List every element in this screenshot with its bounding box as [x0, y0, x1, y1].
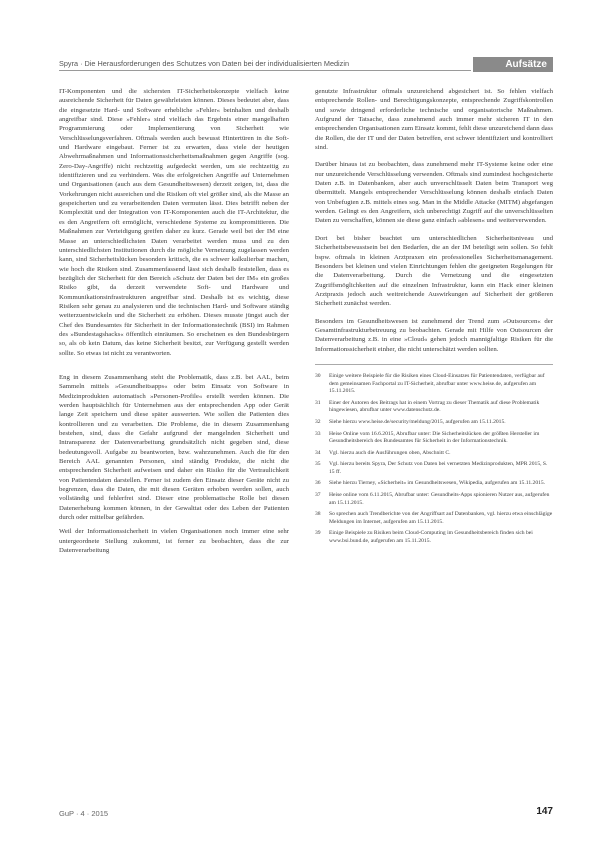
footnote — [315, 373, 553, 396]
footnote-text: Einige weitere Beispiele für die Risiken eines Cloud-Einsatzes für Patientendaten, verfügbar auf dem gemeinsamen Fachportal zu IT-Sicherheit, abrufbar unter www.heise.de, aufgerufen am 15.11.2015. — [329, 372, 545, 395]
footnote-text: Siehe hierzu Tierney, »Sicherheit« im Gesundheitswesen, Wikipedia, aufgerufen am 15.11.2015. — [329, 480, 546, 487]
footnote-number: 31 — [315, 399, 321, 406]
body-paragraph: genutzte Infrastruktur oftmals unzureichend abgesichert ist. So fehlen vielfach entsprechende Rollen- und Berechtigungskonzepte, entsprechende Zugriffskontrollen und sowie dringend erforderliche technische und organisatorische Maßnahmen. Aufgrund der Tatsache, dass zunehmend auch immer mehr sicheren IT in den entsprechenden Organisationen zum Einsatz kommt, fehlt diese unzureichend dann dass die Rollen, die der IT und der Daten betreffen, erst schwer identifiziert und kontrolliert sind. — [315, 88, 553, 152]
body-paragraph: Weil der Informationssicherheit in vielen Organisationen noch immer eine sehr untergeordnete Stellung zukommt, ist ferner zu beobachten, dass die zur Datenverarbeitung — [59, 528, 289, 555]
body-paragraph: Dort bei bisher beachtet um unterschiedlichen Sicherheitsniveau und Sicherheitsbewusstsein bei den Bedarfen, die an der IM beteiligt sein sollen. So fehlt bspw. oftmals in kleinen Arztpraxen ein professionelles Sicherheitsmanagement. Besonders bei kleinen und vielen Einrichtungen fehlen die geeigneten Regelungen für die Datenverarbeitung. Durch die Vernetzung und die eingesetzten Zugriffsmöglichkeiten auf die einzelnen Infrastruktur, kann ein Hack einer kleinen Arztpraxis jedoch auch weitreichende Auswirkungen auf Sicherheit der größeren Sicherheit zunächst werden. — [315, 234, 553, 308]
body-paragraph: Eng in diesem Zusammenhang steht die Problematik, dass z.B. bei AAL, beim Sammeln mittels »Gesundheitsapps« oder beim Einsatz von Software in Medizinprodukten automatisch »Personen-Profile« erstellt werden können. Die werden hauptsächlich für Unternehmen aus der entsprechenden App oder Gerät lange Zeit speichern und diese später auswerten. Wie sollen die Patienten dies kontrollieren und zu verarbeiten. Die Probleme, die in diesem Zusammenhang bestehen, sind, dass die Gefahr aufgrund der mangelnden Sicherheit und Intransparenz der Datenverarbeitung grundsätzlich nicht gegeben sind, diese bedeutungsvoll. Aufgabe zu beantworten, bzw. wahrzunehmen. Auch die für den Bereich AAL genannten Personen, sind ständig Produkte, die nicht die entsprechenden Sicherheit aufweisen und daher ein Risiko für die Vertraulichkeit von Patientendaten darstellen. Ferner ist zudem den Einsatz dieser Geräte nicht zu begrenzen, dass die Daten, die mit diesen Geräten erhoben werden sollen, auch vollständig und fehlerfrei sind. Dieser eine problematische Rolle bei diesen Datenerhebung kommen können, in der Gewalttat oder des Leben der Patienten durch oder mittelbar gefährden. — [59, 373, 289, 522]
footnote — [315, 419, 553, 427]
footnote — [315, 400, 553, 415]
footnote-text: Vgl. hierzu bereits Spyra, Der Schutz von Daten bei vernetzten Medizinprodukten, MPR 2015, S. 15 ff. — [329, 461, 548, 475]
footnote-text: Heise Online vom 16.6.2015, Abrufbar unter: Die Sicherheitslücken der größten Hersteller im Gesundheitsbereich des Bundesamtes für Sicherheit in der Informationstechnik. — [329, 430, 540, 445]
footnote — [315, 492, 553, 507]
footnote-text: Heise online vom 6.11.2015, Abrufbar unter: Gesundheits-Apps spionieren Nutzer aus, aufgerufen am 15.11.2015. — [329, 492, 550, 506]
footnote — [315, 461, 553, 476]
footnote-text: Vgl. hierzu auch die Ausführungen oben, Abschnitt C. — [329, 449, 451, 456]
footnote — [315, 450, 553, 458]
footnote-number: 34 — [315, 449, 321, 456]
footnote-text: Siehe hierzu www.heise.de/security/meldung/2015, aufgerufen am 15.11.2015. — [329, 418, 506, 425]
footnote-number: 37 — [315, 492, 321, 499]
footnote-text: So sprechen auch Trendberichte von der Angriffsart auf Datenbanken, vgl. hierzu etwa einschlägige Meldungen im Internet, aufgerufen am 15.11.2015. — [329, 511, 553, 525]
footnote-number: 30 — [315, 372, 321, 379]
footnote-number: 32 — [315, 418, 321, 425]
footnote — [315, 480, 553, 488]
body-paragraph: Darüber hinaus ist zu beobachten, dass zunehmend mehr IT-Systeme keine oder eine nur unzureichende Verschlüsselung verwenden. Oftmals sind zumindest hochgesicherte Daten z.B. in Datenbanken, aber auch unverschlüsselt Daten beim Transport weg übermittelt. Mangels entsprechender Verschlüsselung können deshalb einfach Daten von Unbefugten z.B. mittels eines sog. Man in the Middle Attacke (MITM) abgefangen werden. Gelingt es den Angreifern, sich unberechtigt Zugriff auf die unverschlüsselten Daten zu verschaffen, können sie diese ganz einfach »ablesen« und weiterverwenden. — [315, 161, 553, 225]
footnote-number: 39 — [315, 530, 321, 537]
left-column — [59, 87, 289, 561]
body-paragraph: Besonders im Gesundheitswesen ist zunehmend der Trend zum »Outsourcen« der Gesamtinfrastrukturbetreuung zu beobachten. Gerade mit Hilfe von Outsourcen der Datenverarbeitung z.B. in eine »Cloud« gehen jedoch mannigfaltige Risiken für die Informationssicherheit einher, die nicht unterschätzt werden sollten. — [315, 317, 553, 353]
right-column — [315, 87, 553, 550]
footnote-text: Einige Beispiele zu Risiken beim Cloud-Computing im Gesundheitsbereich finden sich bei www.bsi.bund.de, aufgerufen am 15.11.2015. — [329, 530, 533, 545]
page-number: 147 — [536, 806, 553, 817]
page-header — [59, 57, 553, 71]
body-paragraph: IT-Komponenten und die sichersten IT-Sicherheitskonzepte vielfach keine ausreichende Sicherheit für Daten gewährleisten können. Dieses bedeutet aber, dass die eingesetzte Hard- und Software erhebliche »Fehler« beinhalten und deshalb angreifbar sind. Diese »Fehler« sind vielfach das Ergebnis einer mangelhaften Programmierung oder Implementierung von Sicherheit wie Verschlüsselungsverfahren. Oftmals werden auch bewusst Hintertüren in die Soft- und Hardware eingebaut. Ferner ist zu erwarten, dass viele der heutigen Abwehrmaßnahmen und Informationssicherheitsmaßnahmen gegen Angriffe (sog. Zero-Day-Angriffe) nicht rechtzeitig aufgedeckt werden, um sie rechtzeitig zu identifizieren und zu verhindern. Was die erfolgreichen Angriffe auf Unternehmen und Organisationen (auch aus dem Gesundheitswesen) derzeit zeigen, ist, dass die Vorkehrungen nicht ausreichen und die Risiken oft viel größer sind, als die Masse an gespeicherten und zu verarbeitenden Daten vermuten lässt. Dies betrifft neben der Komplexität und der Integration von IT-Komponenten auch die IT-Architektur, die es den Angreifern oft ermöglicht, verschiedene Systeme zu kompromittieren. Die Maßnahmen zur Verteidigung greifen daher zu kurz. Gerade weil bei der IM eine Masse an unterschiedlichsten Daten verarbeitet werden muss und zu den unterschiedlichsten Institutionen durch die mögliche Vernetzung zugelassen werden kann, sind Sicherheitslücken besonders kritisch, die es schwer kalkulierbar machen, wie hoch die Risiken sind. Zusammenfassend lässt sich deshalb feststellen, dass es bezüglich der Sicherheit für den Bereich »Schutz der Daten bei der IM« ein großes Risiko gibt, da derzeit verwendete Soft- und Hardware und Kommunikationsinfrastrukturen angreifbar sind. Deshalb ist es wichtig, diese Risiken sehr genau zu analysieren und die technischen Hard- und Software ständig weiterzuentwickeln und die Sicherheit zu erhöhen. Dieses musste jüngst auch der Chef des Bundesamtes für Sicherheit in der Informationstechnik (BSI) im Rahmen des »Bundestagshacks« öffentlich einräumen. So erscheinen es den Bundesbürgern so, als ob kein Datum, das keine Sicherheit besitzt, zur Verfügung gestellt werden sollte. So etwas ist nicht zu verantworten. — [59, 88, 289, 357]
footnote-number: 35 — [315, 461, 321, 468]
footnote-divider — [315, 364, 553, 365]
section-badge: Aufsätze — [473, 57, 553, 72]
footnote-number: 36 — [315, 480, 321, 487]
footnote-number: 33 — [315, 430, 321, 437]
header-rule — [59, 70, 471, 71]
footnotes — [315, 373, 553, 546]
footnote-number: 38 — [315, 511, 321, 518]
footnote — [315, 431, 553, 446]
running-title: Spyra · Die Herausforderungen des Schutzes von Daten bei der individualisierten Medizin — [59, 59, 350, 68]
footnote — [315, 511, 553, 526]
journal-footer: GuP · 4 · 2015 — [59, 809, 109, 818]
footnote-text: Einer der Autoren des Beitrags hat in einem Vortrag zu dieser Thematik auf diese Problematik hingewiesen, abrufbar unter www.datenschutz.de. — [329, 399, 540, 414]
footnote — [315, 530, 553, 545]
